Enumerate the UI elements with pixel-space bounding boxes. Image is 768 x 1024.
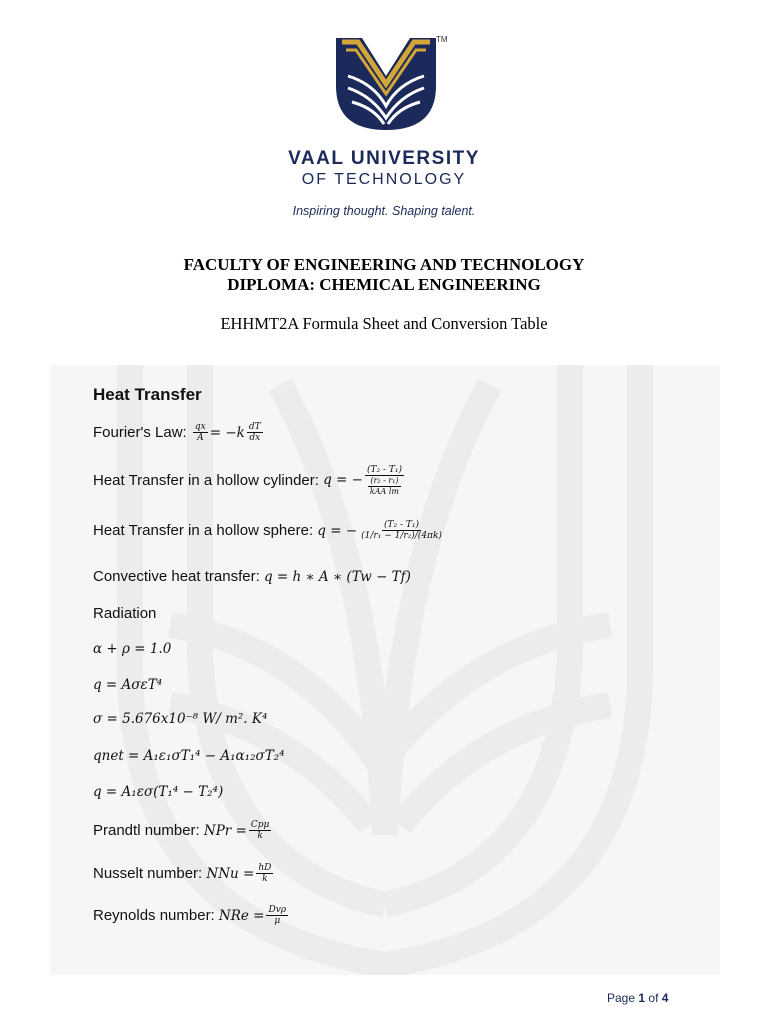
- fourier-rhs-num: dT: [248, 422, 261, 432]
- fourier-law: [93, 422, 265, 444]
- convective-label: Convective heat transfer:: [93, 568, 260, 585]
- reynolds-formula: [93, 905, 290, 927]
- hollow-sphere-formula: [93, 520, 446, 542]
- fourier-label: Fourier's Law:: [93, 424, 187, 442]
- fourier-rhs-fraction: [247, 422, 263, 444]
- sheet-title: EHHMT2A Formula Sheet and Conversion Table: [220, 314, 548, 333]
- prandtl-formula: [93, 820, 273, 842]
- cylinder-den-fraction: [368, 476, 401, 495]
- reynolds-label: Reynolds number:: [93, 907, 215, 925]
- fourier-lhs-den: A: [197, 433, 204, 444]
- page-current: 1: [638, 991, 646, 1005]
- reynolds-den: μ: [274, 916, 281, 927]
- page-indicator: [607, 991, 668, 1005]
- radiation-eq-4: qnet = A₁ε₁σT₁⁴ − A₁α₁₂σT₂⁴: [93, 748, 285, 764]
- cylinder-den-top: (r₂ - r₁): [370, 476, 399, 486]
- university-tagline: Inspiring thought. Shaping talent.: [292, 204, 476, 218]
- radiation-eq-2: q = AσεT⁴: [93, 677, 163, 693]
- hollow-cylinder-formula: [93, 465, 406, 496]
- fourier-rhs-den: dx: [249, 433, 261, 444]
- prandtl-lhs: NPr =: [203, 822, 247, 839]
- of-word: of: [648, 991, 659, 1005]
- radiation-eq-1: α + ρ = 1.0: [93, 641, 172, 657]
- sphere-label: Heat Transfer in a hollow sphere:: [93, 522, 314, 540]
- reynolds-lhs: NRe =: [218, 907, 265, 924]
- cylinder-eq: q = −: [323, 472, 363, 489]
- sphere-fraction: [359, 520, 444, 542]
- cylinder-num: (T₂ - T₁): [366, 465, 402, 475]
- reynolds-fraction: [266, 905, 288, 927]
- fourier-mid: = −k: [209, 424, 245, 441]
- nusselt-fraction: [256, 863, 273, 885]
- nusselt-den: k: [262, 874, 268, 885]
- prandtl-den: k: [257, 831, 263, 842]
- convective-formula: [93, 568, 411, 585]
- prandtl-label: Prandtl number:: [93, 822, 200, 840]
- cylinder-fraction: [365, 465, 404, 496]
- nusselt-lhs: NNu =: [206, 865, 255, 882]
- sphere-den: (1/r₁ − 1/r₂)/(4πk): [361, 531, 442, 542]
- section-heading: Heat Transfer: [93, 385, 202, 404]
- cylinder-label: Heat Transfer in a hollow cylinder:: [93, 471, 319, 489]
- reynolds-num: Dvρ: [268, 905, 287, 915]
- sphere-num: (T₂ - T₁): [384, 520, 420, 530]
- prandtl-fraction: [249, 820, 272, 842]
- nusselt-formula: [93, 863, 275, 885]
- nusselt-num: hD: [258, 863, 272, 873]
- university-logo: [334, 36, 438, 132]
- nusselt-label: Nusselt number:: [93, 865, 203, 883]
- cylinder-den-bottom: kAA lm: [369, 486, 400, 496]
- page-total: 4: [661, 991, 669, 1005]
- diploma-heading: DIPLOMA: CHEMICAL ENGINEERING: [227, 275, 541, 294]
- prandtl-num: Cpμ: [250, 820, 270, 830]
- radiation-eq-3: σ = 5.676x10⁻⁸ W/ m². K⁴: [93, 711, 268, 727]
- radiation-eq-5: q = A₁εσ(T₁⁴ − T₂⁴): [93, 784, 224, 800]
- convective-eq: q = h ∗ A ∗ (Tw − Tf): [263, 568, 411, 585]
- fourier-lhs-num: qx: [194, 422, 206, 432]
- university-name: VAAL UNIVERSITY: [288, 148, 480, 169]
- university-subtitle: OF TECHNOLOGY: [301, 171, 467, 188]
- page-word: Page: [607, 991, 636, 1005]
- fourier-lhs-fraction: [193, 422, 208, 444]
- radiation-label: Radiation: [93, 605, 157, 622]
- trademark-mark: TM: [436, 35, 448, 44]
- faculty-heading: FACULTY OF ENGINEERING AND TECHNOLOGY: [183, 255, 585, 274]
- sphere-eq: q = −: [317, 522, 358, 539]
